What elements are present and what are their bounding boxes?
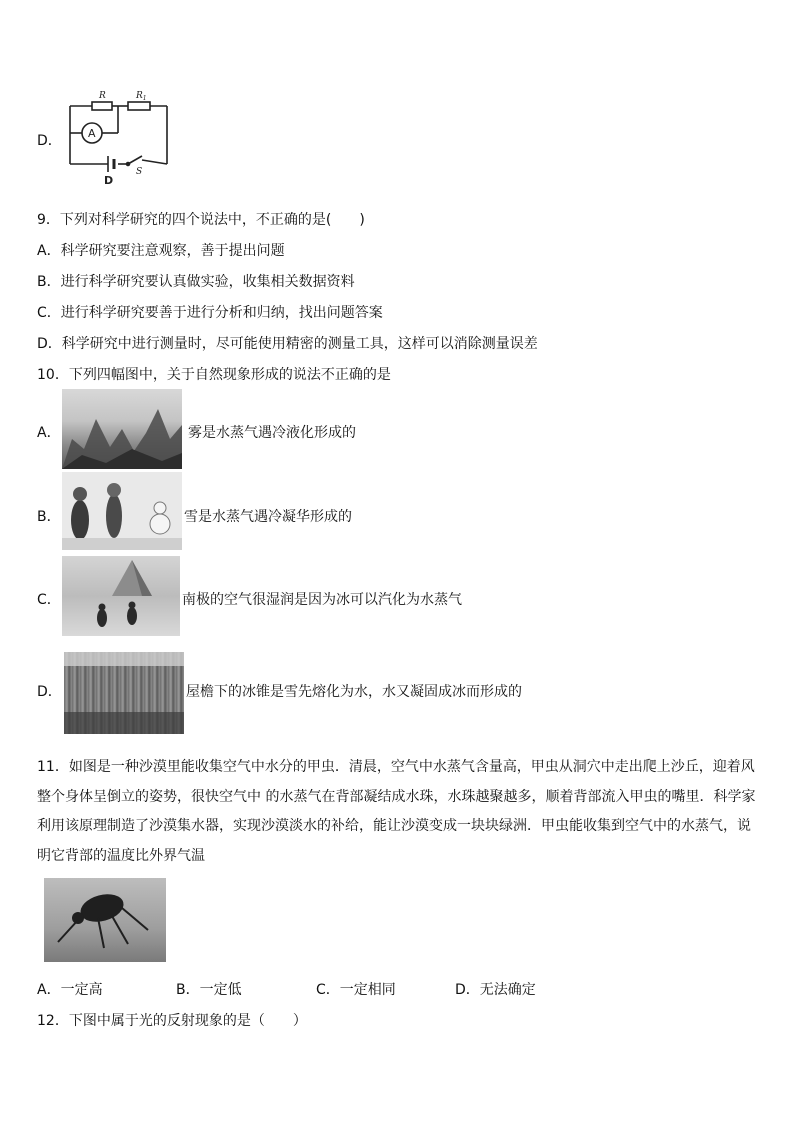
- q10-option-a-letter: A．: [37, 425, 61, 441]
- q10-option-b-text: 雪是水蒸气遇冷凝华形成的: [184, 509, 352, 525]
- resistor-r1: [128, 102, 150, 110]
- q10-option-d-letter: D．: [37, 684, 62, 700]
- icicle-photo: [64, 652, 184, 734]
- q11-text-line-4: 明它背部的温度比外界气温: [37, 848, 205, 864]
- resistor-r-label: R: [99, 91, 106, 101]
- switch-blade: [128, 156, 142, 164]
- snow-photo: [62, 472, 182, 550]
- q9-stem: 9．下列对科学研究的四个说法中，不正确的是( ): [37, 212, 365, 228]
- q11-option-b: B．一定低: [176, 982, 242, 998]
- q11-text-line-2: 整个身体呈倒立的姿势，很快空气中 的水蒸气在背部凝结成水珠，水珠越聚越多，顺着背部流入甲虫的嘴里．科学家: [37, 789, 756, 805]
- q8-option-d-label: D．: [37, 133, 62, 149]
- q10-option-c-text: 南极的空气很湿润是因为冰可以汽化为水蒸气: [182, 592, 462, 608]
- q11-option-a: A．一定高: [37, 982, 103, 998]
- q11-option-c: C．一定相同: [316, 982, 396, 998]
- q12-stem: 12．下图中属于光的反射现象的是（ ）: [37, 1013, 307, 1029]
- q10-option-d-text: 屋檐下的冰锥是雪先熔化为水，水又凝固成冰而形成的: [186, 684, 522, 700]
- resistor-r: [92, 102, 112, 110]
- switch-label: S: [136, 167, 143, 177]
- q11-text-line-3: 利用该原理制造了沙漠集水器，实现沙漠淡水的补给，能让沙漠变成一块块绿洲．甲虫能收集到空气中的水蒸气，说: [37, 818, 751, 834]
- q10-stem: 10．下列四幅图中，关于自然现象形成的说法不正确的是: [37, 367, 391, 383]
- circuit-caption: D: [104, 174, 114, 186]
- resistor-r1-label: $R_1$: [136, 91, 147, 102]
- q10-option-b-letter: B．: [37, 509, 61, 525]
- ammeter-label: A: [88, 127, 96, 140]
- antarctica-photo: [62, 556, 180, 636]
- switch-contact: [127, 163, 130, 166]
- wire: [142, 160, 167, 164]
- q10-option-a-text: 雾是水蒸气遇冷液化形成的: [188, 425, 356, 441]
- beetle-photo: [44, 878, 166, 962]
- circuit-diagram: [62, 86, 182, 186]
- q9-option-d: D．科学研究中进行测量时，尽可能使用精密的测量工具，这样可以消除测量误差: [37, 336, 538, 352]
- q11-option-d: D．无法确定: [455, 982, 536, 998]
- q9-option-c: C．进行科学研究要善于进行分析和归纳，找出问题答案: [37, 305, 383, 321]
- q11-text-line-1: 11．如图是一种沙漠里能收集空气中水分的甲虫．清晨，空气中水蒸气含量高，甲虫从洞穴中走出爬上沙丘，迎着风: [37, 759, 755, 775]
- q10-option-c-letter: C．: [37, 592, 61, 608]
- q9-option-b: B．进行科学研究要认真做实验，收集相关数据资料: [37, 274, 355, 290]
- fog-photo: [62, 389, 182, 469]
- q9-option-a: A．科学研究要注意观察，善于提出问题: [37, 243, 285, 259]
